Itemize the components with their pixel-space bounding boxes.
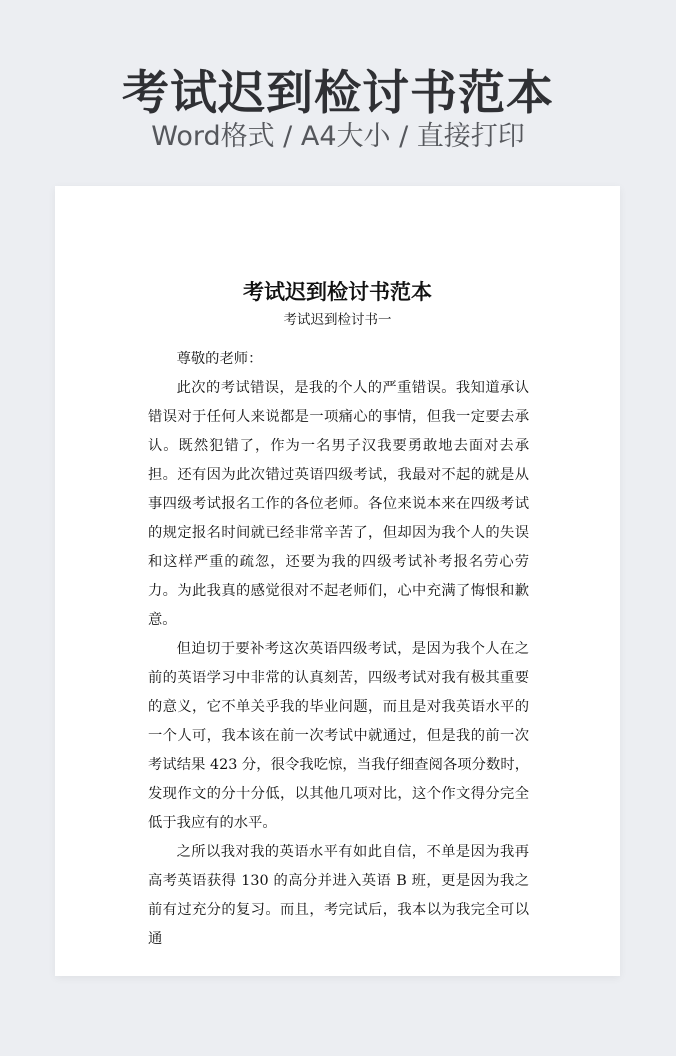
salutation: 尊敬的老师：	[176, 351, 263, 367]
paragraph-1: 此次的考试错误，是我的个人的严重错误。我知道承认错误对于任何人来说都是一项痛心的事情，但我一定要去承认。既然犯错了，作为一名男子汉我要勇敢地去面对去承担。还有因为此次错过英语四级考试，我最对不起的就是从事四级考试报名工作的各位老师。各位来说本来在四级考试的规定报名时间就已经非常辛苦了，但却因为我个人的失误和这样严重的疏忽，还要为我的四级考试补考报名劳心劳力。为此我真的感觉很对不起老师们，心中充满了悔恨和歉意。	[148, 380, 529, 628]
document-title: 考试迟到检讨书范本	[243, 279, 432, 304]
document-body	[148, 345, 529, 954]
paragraph-2: 但迫切于要补考这次英语四级考试，是因为我个人在之前的英语学习中非常的认真刻苦，四级考试对我有极其重要的意义，它不单关乎我的毕业问题，而且是对我英语水平的一个人可，我本该在前一次考试中就通过，但是我的前一次考试结果 423 分，很令我吃惊，当我仔细查阅各项分数时，发现作文的分十分低，以其他几项对比，这个作文得分完全低于我应有的水平。	[148, 641, 529, 831]
document-page	[55, 186, 620, 976]
document-subtitle: 考试迟到检讨书一	[283, 312, 392, 328]
banner-title: 考试迟到检讨书范本	[122, 66, 554, 121]
paragraph-3: 之所以我对我的英语水平有如此自信，不单是因为我再高考英语获得 130 的高分并进入英语 B 班，更是因为我之前有过充分的复习。而且，考完试后，我本以为我完全可以通	[148, 844, 529, 947]
banner-subtitle: Word格式 / A4大小 / 直接打印	[151, 121, 525, 152]
